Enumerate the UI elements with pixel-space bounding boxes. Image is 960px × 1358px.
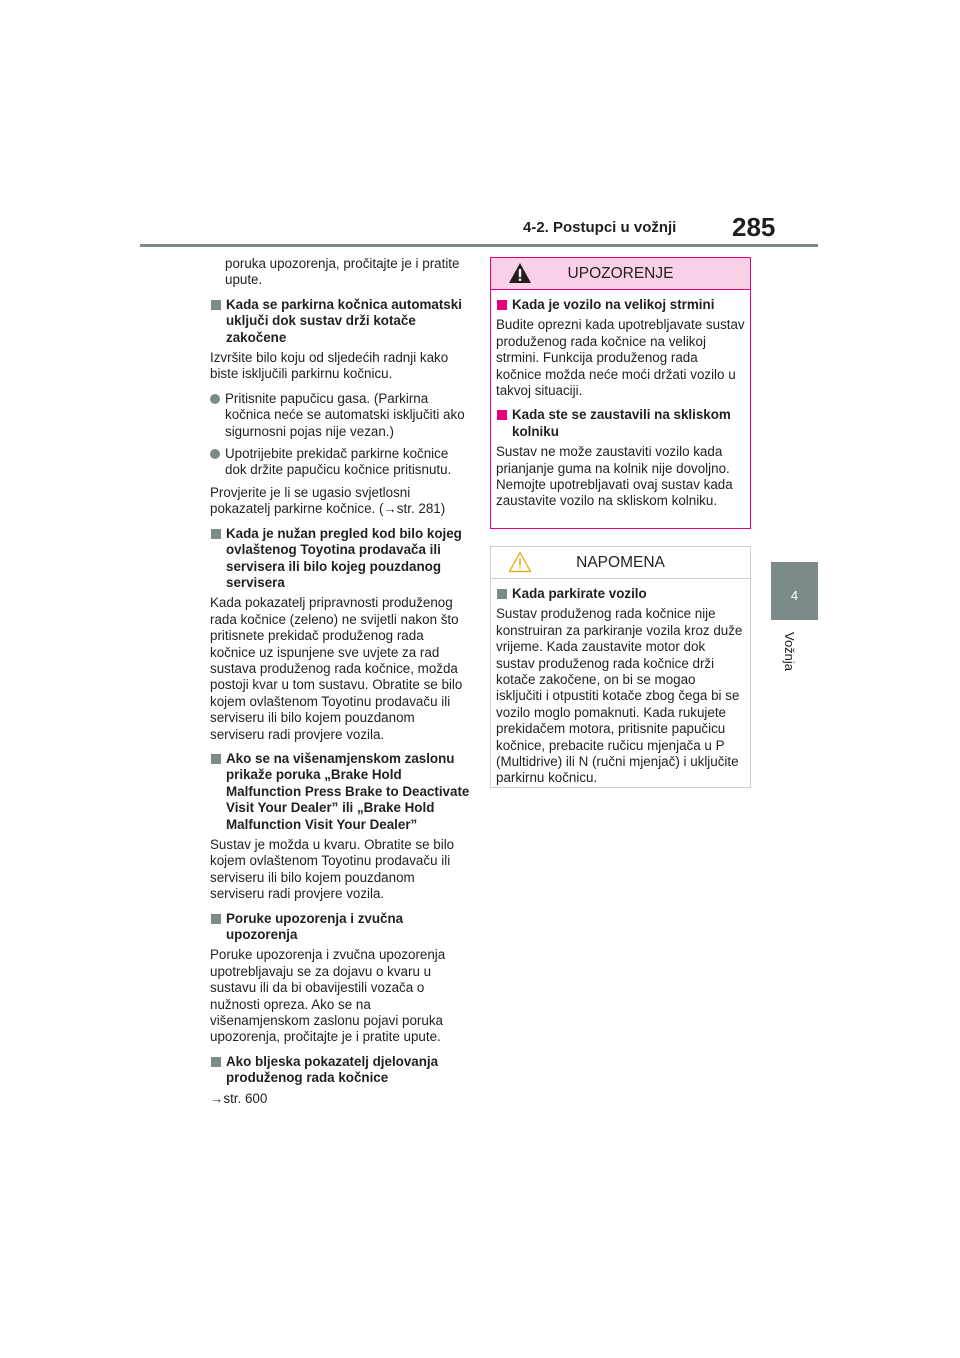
header-rule [140,244,818,247]
warning-heading: Kada je vozilo na velikoj strmini [496,297,745,313]
note-box [490,546,751,788]
square-bullet-icon [211,300,221,310]
section-heading: Kada se parkirna kočnica automatski uključi dok sustav drži kotače zakočene [210,297,472,346]
note-text: Sustav produženog rada kočnice nije konstruiran za parkiranje vozila kroz duže vrijeme. Kada zaustavite motor dok sustav produženog rada kočnice drži kotače zakočene, on bi se mogao isključiti i otpustiti kotače zbog čega bi se vozilo moglo pomaknuti. Kada rukujete prekidačem motora, pritisnite papučicu kočnice, prebacite ručicu mjenjača u P (Multidrive) ili N (ručni mjenjač) i uključite parkirnu kočnicu. [496,606,743,786]
note-body [491,579,750,787]
square-bullet-icon [211,754,221,764]
warning-heading: Kada ste se zaustavili na skliskom kolniku [496,407,745,440]
page-reference: →str. 600 [210,1090,268,1106]
section-heading: Ako se na višenamjenskom zaslonu prikaže poruka „Brake Hold Malfunction Press Brake to Deactivate Visit Your Dealer” ili „Brake Hold Malfunction Visit Your Dealer” [210,751,472,833]
warning-box [490,257,751,529]
note-heading: Kada parkirate vozilo [496,586,745,602]
section-text: Poruke upozorenja i zvučna upozorenja upotrebljavaju se za dojavu o kvaru u sustavu ili da bi obavijestili vozača o nužnosti opreza. Ako se na višenamjenskom zaslonu pojavi poruka upozorenja, pročitajte je i pratite upute. [210,947,446,1045]
square-bullet-icon [497,589,507,599]
list-item: Upotrijebite prekidač parkirne kočnice dok držite papučicu kočnice pritisnutu. [210,446,472,479]
warning-text: Budite oprezni kada upotrebljavate sustav produženog rada kočnice na velikoj strmini. Funkcija produženog rada kočnice možda neće moći držati vozilo u takvoj situaciji. [496,317,745,399]
section-text: Sustav je možda u kvaru. Obratite se bilo kojem ovlaštenom Toyotinu prodavaču ili serviseru ili bilo kojem pouzdanom serviseru radi provjere vozila. [210,837,455,902]
chapter-number: 4 [790,588,799,603]
square-bullet-icon [211,914,221,924]
list-item: Pritisnite papučicu gasa. (Parkirna kočnica neće se automatski isključiti ako sigurnosni pojas nije vezan.) [210,391,472,440]
square-bullet-icon [497,300,507,310]
warning-body [491,290,750,510]
intro-text: poruka upozorenja, pročitajte je i pratite upute. [225,256,460,288]
warning-triangle-icon [508,262,532,284]
warning-title-bar [491,258,750,290]
chapter-tab [771,562,818,620]
square-bullet-icon [497,410,507,420]
chapter-label: Vožnja [782,632,797,672]
round-bullet-icon [210,449,220,459]
warning-text: Sustav ne može zaustaviti vozilo kada prianjanje guma na kolnik nije dovoljno. Nemojte upotrebljavati ovaj sustav kada zaustavite vozilo na skliskom kolniku. [496,444,733,509]
warning-title: UPOZORENJE [567,264,674,282]
section-title: 4-2. Postupci u vožnji [523,219,677,236]
section-text: Izvršite bilo koju od sljedećih radnji kako biste isključili parkirnu kočnicu. [210,350,449,382]
note-title: NAPOMENA [576,553,665,571]
section-text: Kada pokazatelj pripravnosti produženog rada kočnice (zeleno) ne svijetli nakon što pritisnete prekidač produženog rada kočnice uz ispunjene sve uvjete za rad sustava produženog rada kočnice, možda postoji kvar u tom sustavu. Obratite se bilo kojem ovlaštenom Toyotinu prodavaču ili serviseru ili bilo kojem pouzdanom serviseru radi provjere vozila. [210,595,463,742]
note-title-bar [491,547,750,579]
round-bullet-icon [210,394,220,404]
square-bullet-icon [211,1057,221,1067]
section-heading: Ako bljeska pokazatelj djelovanja produženog rada kočnice [210,1054,472,1087]
caution-triangle-icon [508,551,532,573]
square-bullet-icon [211,529,221,539]
section-heading: Poruke upozorenja i zvučna upozorenja [210,911,472,944]
section-heading: Kada je nužan pregled kod bilo kojeg ovlaštenog Toyotina prodavača ili servisera ili bilo kojeg pouzdanog servisera [210,526,472,592]
section-text: Provjerite je li se ugasio svjetlosni pokazatelj parkirne kočnice. (→str. 281) [210,484,446,517]
page-number: 285 [732,212,776,242]
left-column [210,256,472,1115]
